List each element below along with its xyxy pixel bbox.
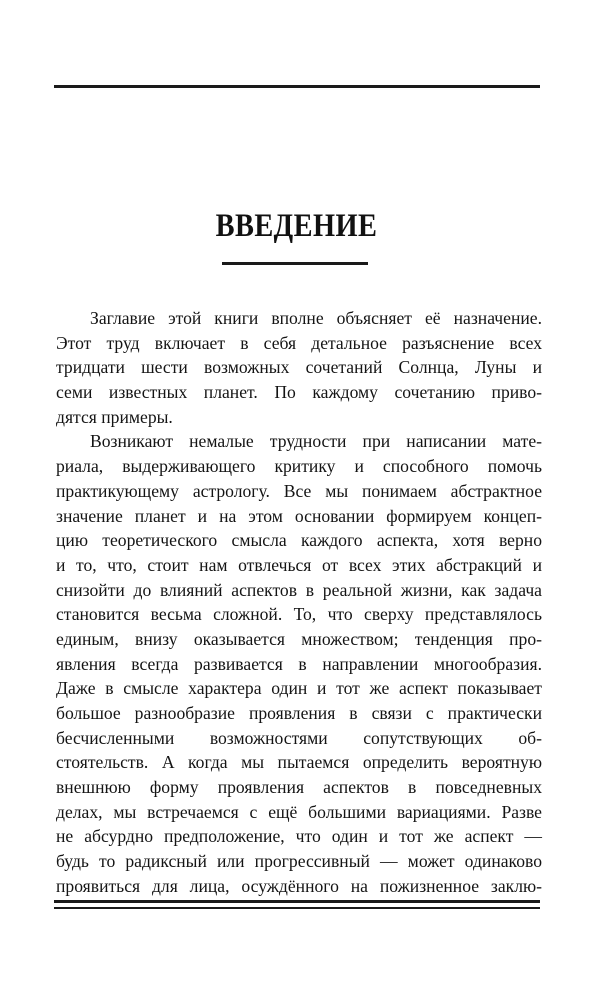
- text-line: Даже в смысле характера один и тот же аспект показывает: [56, 678, 542, 699]
- text-line: снизойти до влияний аспектов в реальной жизни, как задача: [56, 579, 542, 600]
- text-line: Этот труд включает в себя детальное разъяснение всех: [56, 332, 542, 353]
- body-text: [56, 306, 542, 899]
- text-line: будь то радиксный или прогрессивный — может одинаково: [56, 851, 542, 872]
- text-line: бесчисленными возможностями сопутствующих об-: [56, 727, 542, 748]
- text-line: тридцати шести возможных сочетаний Солнца, Луны и: [56, 357, 542, 378]
- text-line: проявиться для лица, осуждённого на пожизненное заклю-: [56, 875, 542, 896]
- text-line: значение планет и на этом основании формируем концеп-: [56, 505, 542, 526]
- text-line: большое разнообразие проявления в связи с практически: [56, 703, 542, 723]
- title-underline: [222, 262, 368, 265]
- text-line: семи известных планет. По каждому сочетанию приво-: [56, 382, 542, 403]
- text-line: цию теоретического смысла каждого аспекта, хотя верно: [56, 530, 542, 551]
- text-line: не абсурдно предположение, что один и тот же аспект —: [56, 826, 542, 847]
- text-line: единым, внизу оказывается множеством; тенденция про-: [56, 628, 542, 649]
- text-line: внешнюю форму проявления аспектов в повседневных: [56, 777, 542, 798]
- bottom-rule-thick: [54, 900, 540, 903]
- top-rule: [54, 85, 540, 88]
- text-line: становится весьма сложной. То, что сверху представлялось: [56, 604, 542, 625]
- text-line: Заглавие этой книги вполне объясняет её назначение.: [90, 308, 542, 328]
- text-line: риала, выдерживающего критику и способного помочь: [56, 456, 542, 477]
- text-line: стоятельств. А когда мы пытаемся определить вероятную: [56, 752, 542, 773]
- chapter-title: ВВЕДЕНИЕ: [215, 208, 378, 244]
- bottom-rule-thin: [54, 907, 540, 909]
- text-line: практикующему астрологу. Все мы понимаем абстрактное: [56, 480, 542, 501]
- text-line: дятся примеры.: [56, 406, 173, 427]
- text-line: делах, мы встречаемся с ещё большими вариациями. Разве: [56, 801, 542, 822]
- text-line: и то, что, стоит нам отвлечься от всех этих абстракций и: [56, 554, 542, 575]
- text-line: явления всегда развивается в направлении многообразия.: [56, 653, 542, 674]
- text-line: Возникают немалые трудности при написании мате-: [90, 431, 542, 452]
